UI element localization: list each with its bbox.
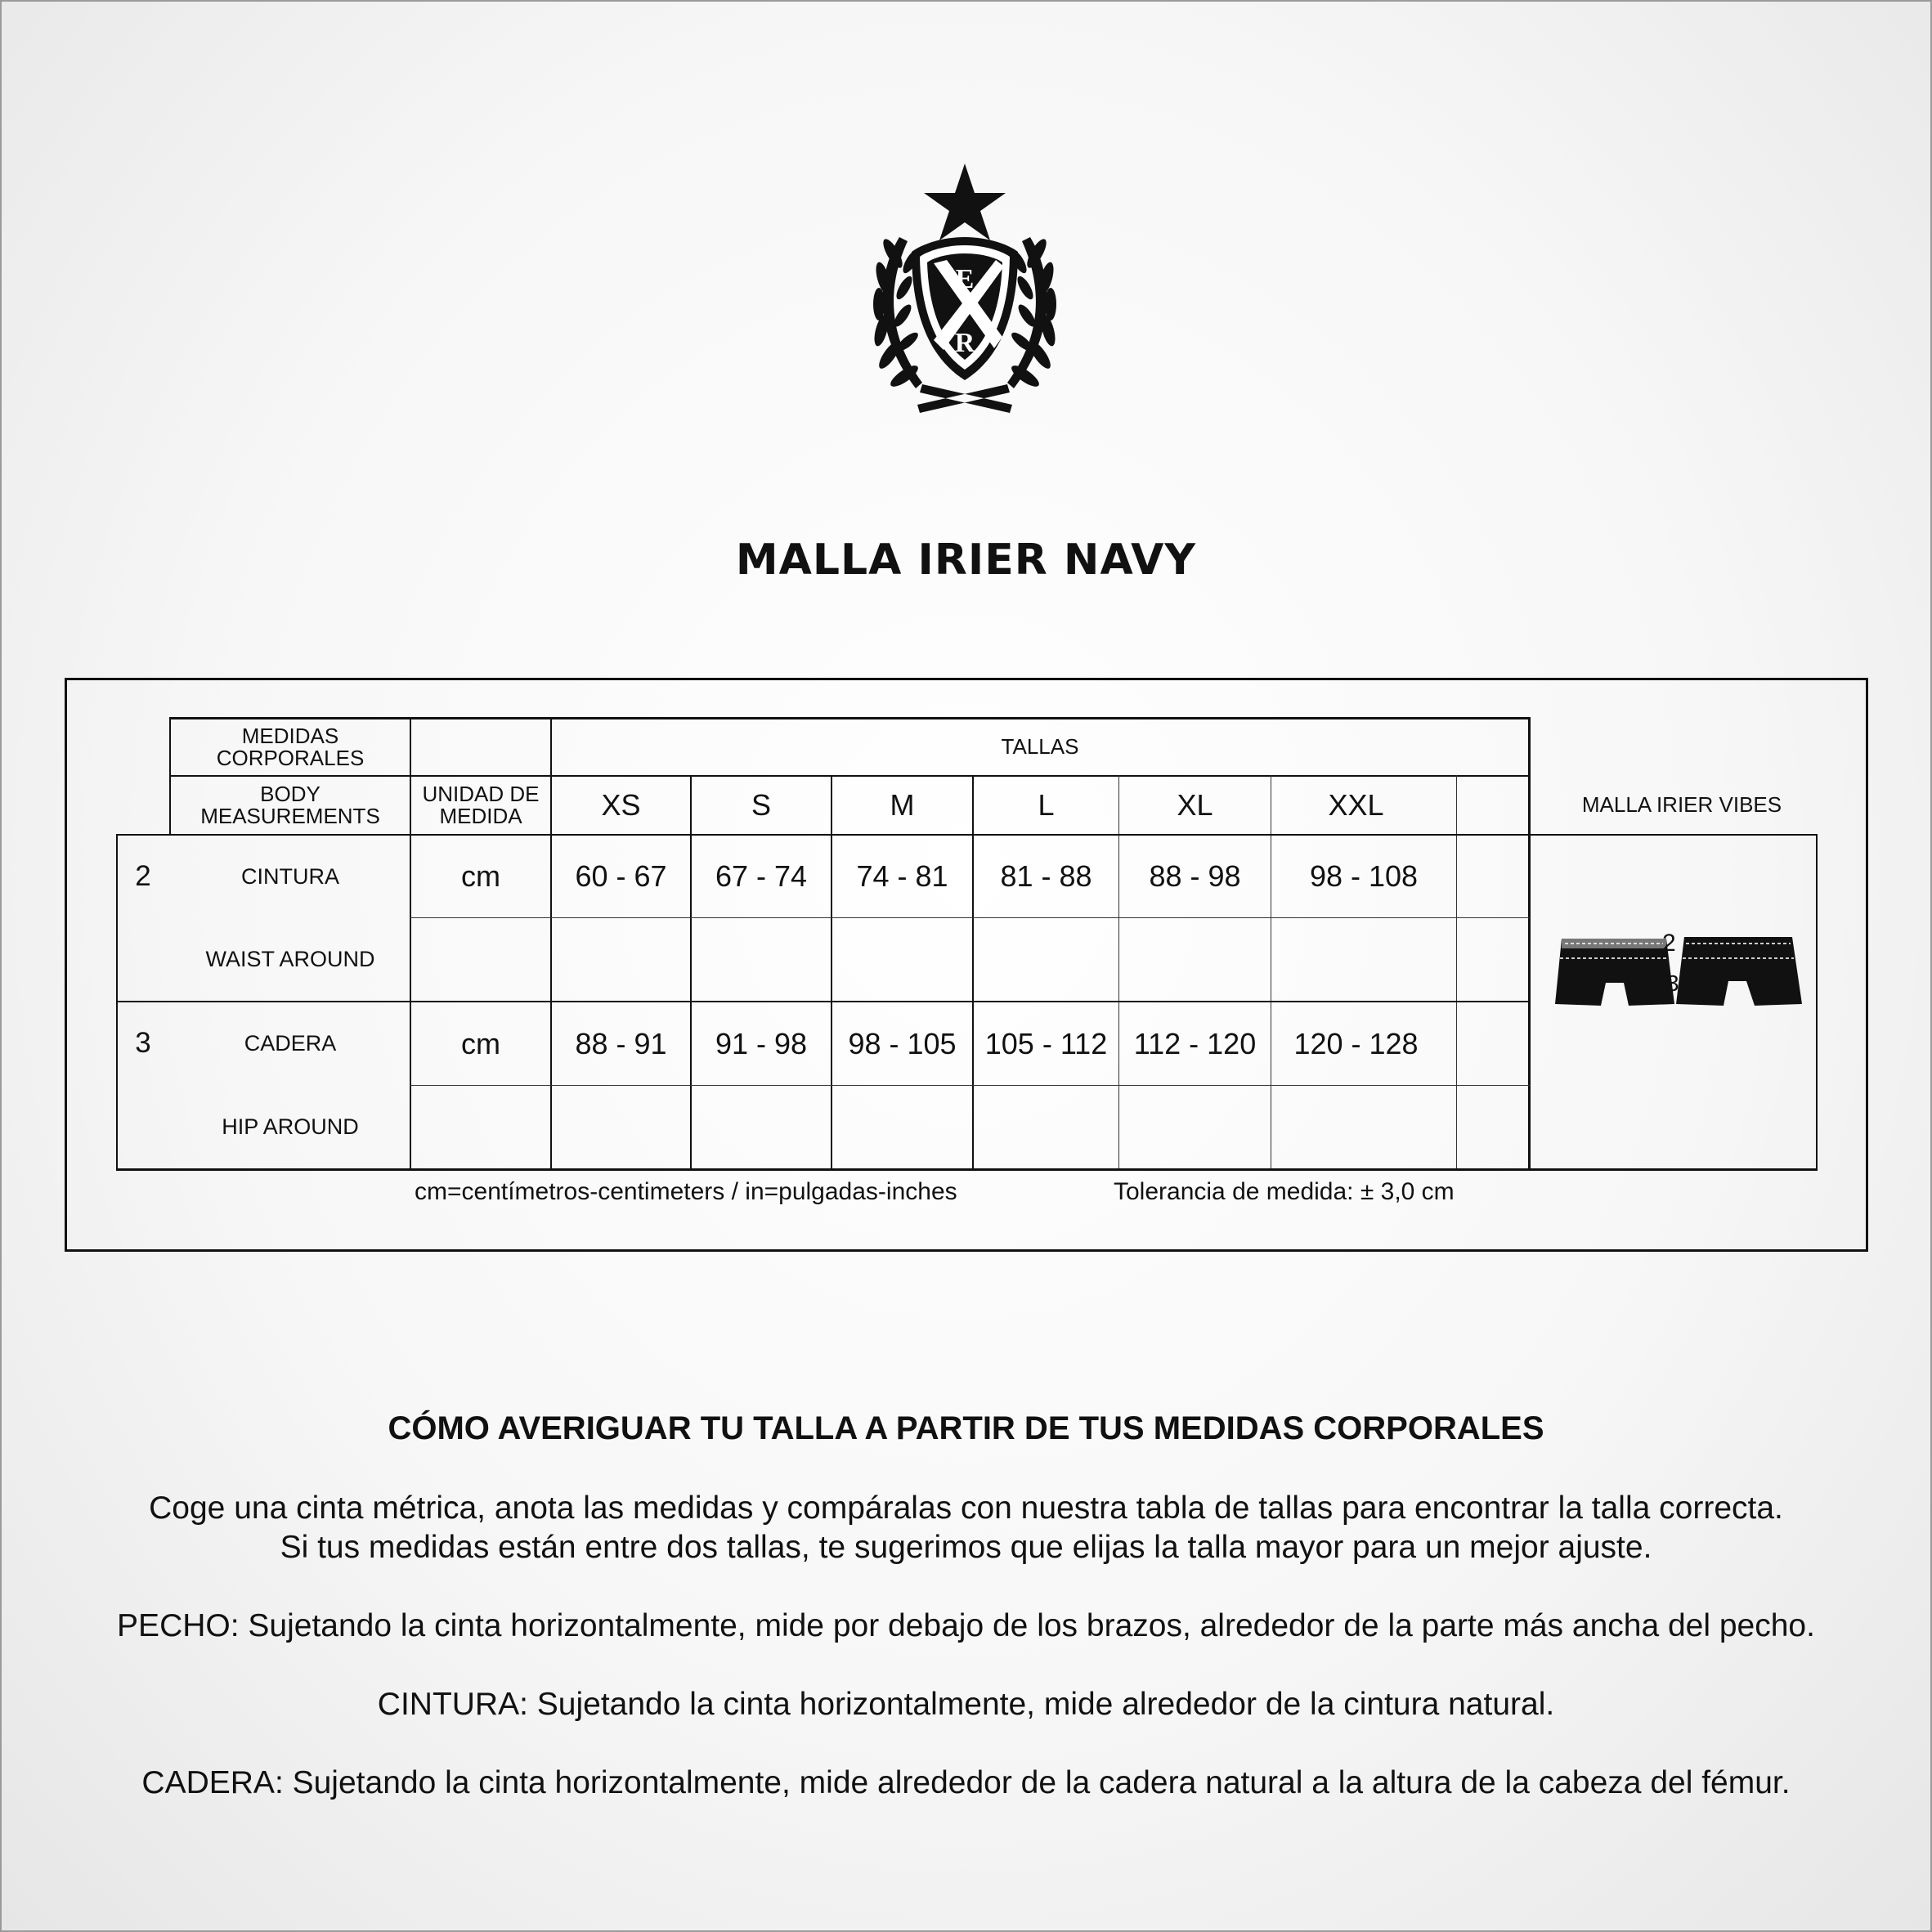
cadera-xl: 112 - 120 <box>1133 1026 1257 1060</box>
row-number-cintura: 2 <box>135 859 151 892</box>
size-header-l: L <box>1038 788 1055 823</box>
shield-icon <box>912 237 1018 380</box>
row-label-hip-around: HIP AROUND <box>222 1114 359 1140</box>
cadera-l: 105 - 112 <box>984 1026 1108 1060</box>
size-header-xs: XS <box>601 788 641 823</box>
header-body-measurements: BODY MEASUREMENTS <box>200 781 380 828</box>
row-label-cadera: CADERA <box>244 1031 337 1056</box>
row-unit-cadera: cm <box>461 1026 500 1060</box>
howto-pecho: PECHO: Sujetando la cinta horizontalmente, mide por debajo de los brazos, alrededor de la parte más ancha del pecho. <box>117 1608 1815 1643</box>
header-medidas-corporales: MEDIDAS CORPORALES <box>216 723 365 770</box>
page-title: MALLA IRIER NAVY <box>735 536 1197 585</box>
note-units: cm=centímetros-centimeters / in=pulgadas-inches <box>415 1178 957 1205</box>
brand-crest-logo <box>842 155 1087 425</box>
cintura-l: 81 - 88 <box>1000 859 1092 894</box>
cintura-xs: 60 - 67 <box>575 859 667 894</box>
shorts-back-icon <box>1676 937 1802 1006</box>
howto-intro-line1: Coge una cinta métrica, anota las medidas y compáralas con nuestra tabla de tallas para encontrar la talla correcta. <box>149 1490 1783 1526</box>
cadera-xxl: 120 - 128 <box>1293 1026 1419 1060</box>
howto-title: CÓMO AVERIGUAR TU TALLA A PARTIR DE TUS MEDIDAS CORPORALES <box>388 1410 1544 1446</box>
size-header-xxl: XXL <box>1328 788 1384 823</box>
swim-shorts-illustration <box>1553 932 1804 1014</box>
howto-cintura: CINTURA: Sujetando la cinta horizontalmente, mide alrededor de la cintura natural. <box>377 1687 1555 1722</box>
crest-letter-e: E <box>955 264 975 294</box>
howto-cadera: CADERA: Sujetando la cinta horizontalmente, mide alrededor de la cadera natural a la altura de la cabeza del fémur. <box>141 1765 1791 1800</box>
note-tolerance: Tolerancia de medida: ± 3,0 cm <box>1114 1178 1455 1205</box>
star-icon <box>924 164 1006 240</box>
howto-intro-line2: Si tus medidas están entre dos tallas, te sugerimos que elijas la talla mayor para un mejor ajuste. <box>280 1530 1652 1565</box>
row-unit-cintura: cm <box>461 859 500 894</box>
cadera-xs: 88 - 91 <box>575 1026 667 1060</box>
crest-letter-r: R <box>954 328 975 358</box>
cintura-s: 67 - 74 <box>715 859 808 894</box>
row-label-waist-around: WAIST AROUND <box>205 947 375 972</box>
cadera-m: 98 - 105 <box>848 1026 957 1060</box>
ribbon-icon <box>917 384 1012 413</box>
cintura-xxl: 98 - 108 <box>1309 859 1419 894</box>
cintura-xl: 88 - 98 <box>1149 859 1241 894</box>
header-malla-irier-vibes: MALLA IRIER VIBES <box>1581 792 1782 818</box>
row-number-cadera: 3 <box>135 1027 151 1060</box>
row-label-cintura: CINTURA <box>241 863 339 889</box>
shorts-label-2: 2 <box>1662 932 1676 957</box>
size-header-s: S <box>751 788 771 823</box>
cintura-m: 74 - 81 <box>856 859 948 894</box>
cadera-s: 91 - 98 <box>715 1026 808 1060</box>
shorts-front-icon <box>1555 939 1674 1006</box>
size-header-xl: XL <box>1177 788 1213 823</box>
size-header-m: M <box>890 788 915 823</box>
shorts-label-3: 3 <box>1666 970 1679 996</box>
header-unidad-de-medida: UNIDAD DE MEDIDA <box>422 781 540 828</box>
header-tallas: TALLAS <box>1001 734 1079 760</box>
